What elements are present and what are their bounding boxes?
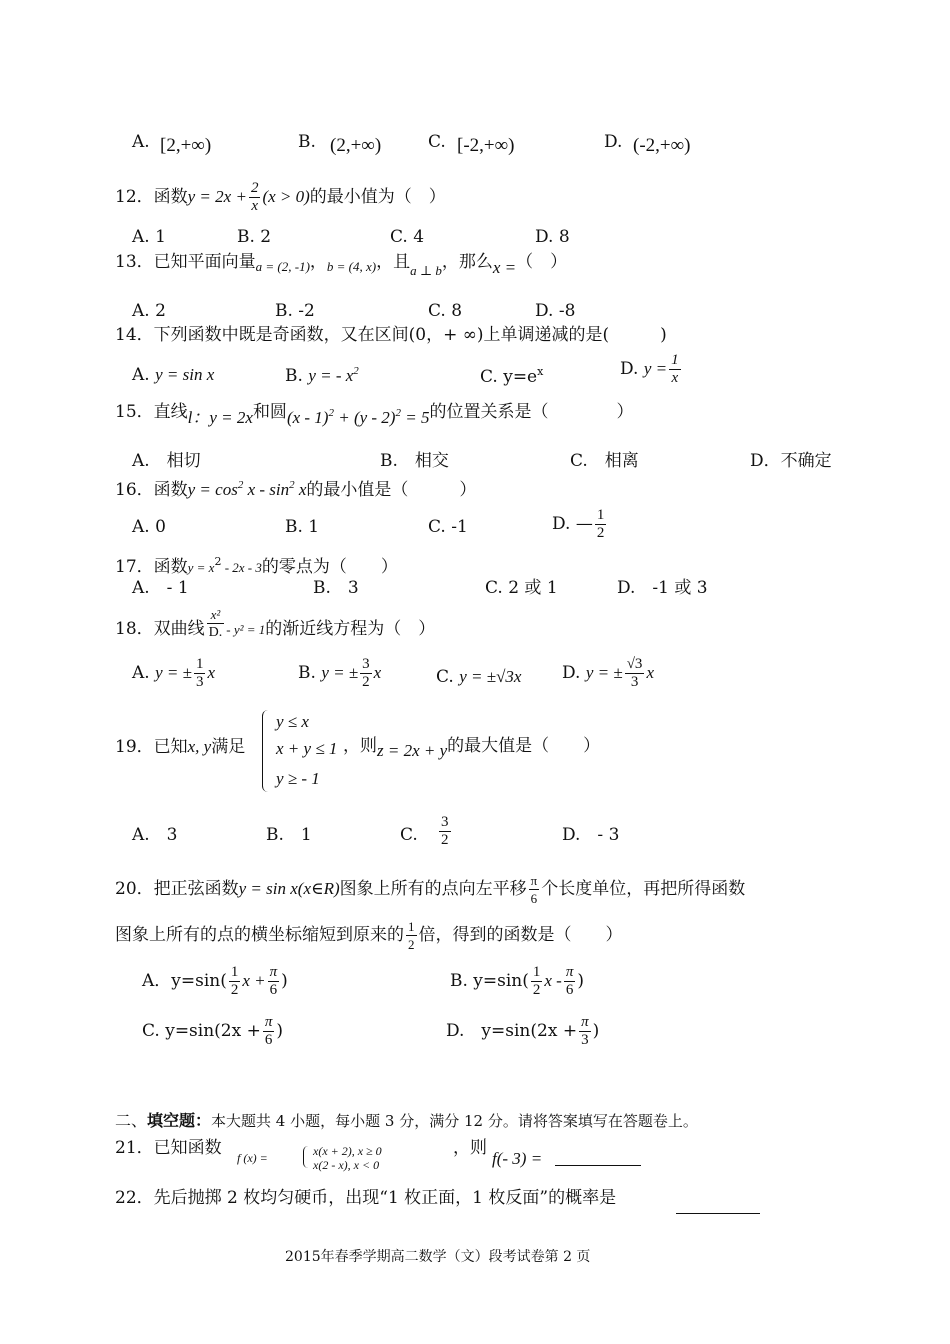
q21-stem	[115, 1140, 222, 1157]
q13-option-b: B. -2	[275, 301, 315, 321]
q12-expr: y = 2x +	[187, 187, 247, 206]
q19-prefix: 19．已知	[115, 737, 188, 757]
q18-d-pre: y = ±	[585, 663, 623, 682]
q21-case-2: x(2 - x), x < 0	[313, 1158, 380, 1172]
q16-expr2: x - sin	[243, 480, 290, 499]
q16-suffix: 的最小值是（ ）	[306, 480, 477, 500]
frac-denominator: 6	[530, 891, 538, 906]
q20-a-frac1	[229, 964, 241, 999]
q18-a-fraction	[194, 656, 206, 691]
q14-option-a	[132, 366, 214, 384]
page-footer: 2015年春季学期高二数学（文）段考试卷第 2 页	[285, 1249, 591, 1265]
frac-denominator: 3	[630, 674, 639, 690]
q15-option-b: B. 相交	[380, 451, 449, 471]
q20-option-c	[142, 1014, 283, 1049]
q19-constraint-3: y ≥ - 1	[276, 769, 320, 788]
q19-option-b: B. 1	[266, 825, 312, 845]
frac-denominator: 6	[264, 1032, 273, 1048]
q14-option-b	[285, 366, 359, 385]
q18-fraction	[207, 606, 225, 641]
frac-denominator: 3	[581, 1032, 589, 1048]
frac-numerator: 2	[250, 180, 259, 196]
section-number: 二、	[115, 1111, 148, 1130]
frac-numerator: π	[530, 873, 538, 888]
q17-sup: 2	[214, 555, 222, 568]
q15-suffix: 的位置关系是（ ）	[429, 402, 634, 422]
q13-option-a: A. 2	[132, 301, 166, 321]
q15-option-c: C. 相离	[570, 451, 639, 471]
q17-option-d: D. -1 或 3	[617, 578, 708, 598]
option-label: A.	[132, 365, 150, 385]
option-label: D.	[620, 359, 639, 379]
q19-z-expr: z = 2x + y	[377, 741, 448, 760]
frac-numerator: 1	[596, 507, 605, 523]
q14-option-c	[480, 366, 543, 386]
option-label: A.	[132, 663, 150, 683]
q20-c-post: )	[276, 1021, 284, 1041]
q12-stem	[115, 180, 446, 215]
q20-prefix: 20．把正弦函数	[115, 879, 239, 899]
q21-brace-wrap	[303, 1146, 310, 1168]
q17-option-b: B. 3	[313, 578, 359, 598]
q22-stem: 22．先后抛掷 2 枚均匀硬币，出现“1 枚正面，1 枚反面”的概率是	[115, 1188, 617, 1208]
q11-option-b-expr: (2,+∞)	[330, 135, 382, 156]
frac-numerator: 1	[671, 352, 679, 368]
q19-option-c-fraction	[437, 814, 453, 849]
q20-scale-fraction	[406, 918, 417, 953]
q20-line2-prefix: 图象上所有的点的横坐标缩短到原来的	[115, 925, 404, 945]
q19-suffix: 的最大值是（ ）	[447, 736, 601, 756]
q15-mid: 和圆	[252, 402, 287, 422]
q16-option-d	[552, 507, 608, 542]
option-label: C.	[436, 667, 454, 687]
q20-option-a	[142, 964, 288, 999]
q19-constraint-2: x + y ≤ 1	[276, 739, 338, 758]
frac-denominator: 2	[408, 937, 415, 952]
q19-vars: x, y	[187, 737, 212, 756]
q16-option-b: B. 1	[285, 517, 320, 537]
q20-stem-line2	[115, 918, 623, 953]
q22-answer-blank[interactable]	[676, 1204, 760, 1221]
q18-b-post: x	[373, 663, 382, 682]
q20-line1-suffix: 个长度单位，再把所得函数	[541, 879, 746, 899]
q15-stem	[115, 404, 633, 426]
frac-denominator: 2	[532, 982, 541, 998]
q18-b-fraction	[360, 656, 372, 691]
frac-denominator: 2	[596, 525, 605, 541]
q20-expr: y = sin x(x∈R)	[238, 879, 340, 898]
frac-denominator: D.	[208, 625, 223, 640]
frac-numerator: 1	[532, 964, 541, 980]
q20-a-post: )	[281, 971, 288, 991]
q13-x: x =	[492, 258, 517, 277]
frac-denominator: 2	[230, 982, 239, 998]
q11-option-c-expr: [-2,+∞)	[457, 135, 515, 156]
q17-option-c: C. 2 或 1	[485, 578, 558, 598]
q13-perpendicular: a ⊥ b	[410, 263, 442, 278]
frac-denominator: 2	[441, 832, 449, 848]
frac-denominator: 6	[269, 982, 278, 998]
q20-b-frac2	[564, 964, 576, 999]
q16-option-c: C. -1	[428, 517, 468, 537]
q16-d-fraction	[595, 507, 607, 542]
q21-brace	[303, 1146, 310, 1168]
frac-denominator: x	[251, 198, 259, 214]
option-label: B.	[285, 366, 303, 386]
q20-stem-line1	[115, 872, 745, 907]
q12-fraction	[249, 180, 261, 215]
q19-then: ，则	[343, 736, 377, 756]
section-description: 本大题共 4 小题，每小题 3 分，满分 12 分。请将答案填写在答题卷上。	[211, 1112, 698, 1130]
q16-option-a: A. 0	[132, 517, 166, 537]
blank-line	[676, 1212, 760, 1214]
q21-then: ，则	[453, 1138, 487, 1158]
q15-line-l: l	[187, 408, 193, 427]
q13-vector-a: a = (2, -1)	[255, 259, 310, 274]
q15-line-expr: ：y = 2x	[192, 408, 253, 427]
q19-option-c: C.	[400, 825, 418, 845]
q18-stem	[115, 606, 435, 641]
q16-expr1: y = cos	[187, 480, 238, 499]
q11-option-d: D.	[604, 132, 623, 152]
q20-b-pre: B. y=sin(	[450, 971, 529, 991]
section-2-heading	[115, 1113, 698, 1129]
q13-option-c: C. 8	[428, 301, 463, 321]
q20-a-mid: x +	[242, 971, 266, 990]
q17-expr2: - 2x - 3	[221, 560, 262, 575]
q18-a-pre: y = ±	[155, 663, 192, 682]
frac-numerator: √3	[626, 656, 643, 672]
q12-option-d: D. 8	[535, 227, 570, 247]
q12-option-a: A. 1	[132, 227, 166, 247]
q14-c-expr: C. y=e	[480, 367, 538, 387]
q15-sup1: 2	[328, 407, 334, 419]
q19-constraint-1: y ≤ x	[276, 712, 309, 731]
q13-sep: ，	[309, 252, 327, 272]
frac-numerator: 1	[408, 919, 415, 934]
q20-option-b	[450, 964, 584, 999]
frac-denominator: 3	[195, 674, 204, 690]
q13-sep2: ，且	[376, 252, 411, 272]
q18-option-c	[436, 668, 521, 686]
q11-option-c: C.	[428, 132, 446, 152]
q14-b-sup: 2	[353, 365, 359, 377]
q20-mid: 图象上所有的点向左平移	[339, 879, 527, 899]
q18-d-fraction	[625, 656, 645, 691]
q18-a-post: x	[207, 663, 215, 682]
q11-option-b: B.	[298, 132, 316, 152]
q20-d-frac	[579, 1014, 591, 1049]
frac-numerator: π	[264, 1014, 273, 1030]
q15-circle-expr	[287, 408, 430, 427]
q17-suffix: 的零点为（ ）	[261, 557, 398, 577]
q13-vector-b: b = (4, x)	[326, 259, 377, 274]
q19-mid: 满足	[211, 737, 246, 757]
q19-system-brace	[262, 710, 271, 792]
q15-sup2: 2	[395, 407, 401, 419]
q20-b-mid: x -	[544, 971, 562, 990]
q16-stem	[115, 480, 476, 499]
q20-option-d	[446, 1014, 599, 1049]
q11-option-d-expr: (-2,+∞)	[633, 135, 691, 156]
q13-prefix: 13．已知平面向量	[115, 252, 256, 272]
q18-c-expr: y = ±√3x	[459, 667, 522, 686]
q21-f-label: f (x) =	[237, 1151, 268, 1165]
q21-case-1: x(x + 2), x ≥ 0	[313, 1144, 382, 1158]
q15-option-d: D．不确定	[750, 451, 832, 471]
q18-d-post: x	[646, 663, 654, 682]
option-label: B.	[298, 663, 316, 683]
q20-a-frac2	[268, 964, 280, 999]
q15-circle-part3: = 5	[400, 408, 430, 427]
q17-expr1: y = x	[187, 560, 215, 575]
blank-line	[555, 1164, 641, 1166]
q14-stem: 14．下列函数中既是奇函数，又在区间(0，+ ∞)上单调递减的是( )	[115, 325, 667, 345]
q14-c-sup: x	[537, 365, 544, 378]
q13-then: ，那么	[441, 252, 493, 272]
q17-option-a: A. - 1	[132, 578, 189, 598]
q14-option-d	[620, 352, 683, 387]
q18-prefix: 18．双曲线	[115, 619, 205, 639]
q17-stem	[115, 556, 398, 576]
q18-option-d	[562, 656, 654, 691]
q17-prefix: 17．函数	[115, 557, 188, 577]
q18-expr: - y² = 1	[226, 622, 266, 637]
option-label: D.	[562, 663, 581, 683]
q14-a-expr: y = sin x	[155, 365, 215, 384]
frac-denominator: 2	[362, 674, 370, 690]
q20-b-frac1	[531, 964, 543, 999]
q12-option-c: C. 4	[390, 227, 425, 247]
q19-stem-right	[343, 738, 600, 759]
frac-numerator: 1	[230, 964, 239, 980]
q20-b-post: )	[577, 971, 585, 991]
q18-b-pre: y = ±	[321, 663, 359, 682]
q16-prefix: 16．函数	[115, 480, 188, 500]
q11-option-a-expr: [2,+∞)	[160, 135, 212, 156]
q19-option-d: D. - 3	[562, 825, 620, 845]
q13-paren: （ ）	[516, 252, 568, 272]
q12-prefix: 12．函数	[115, 187, 188, 207]
q20-a-pre: A．y=sin(	[142, 971, 227, 991]
q20-c-pre: C. y=sin(2x +	[142, 1021, 261, 1041]
q15-circle-part1: (x - 1)	[286, 408, 329, 427]
frac-numerator: 1	[195, 656, 204, 672]
q20-shift-fraction	[529, 872, 540, 907]
q13-stem	[115, 254, 567, 277]
q13-option-d: D. -8	[535, 301, 576, 321]
q20-d-pre: D. y=sin(2x +	[446, 1021, 578, 1041]
frac-denominator: 6	[565, 982, 574, 998]
q16-expr3: x	[294, 480, 307, 499]
q20-line2-suffix: 倍，得到的函数是（ ）	[418, 925, 623, 945]
q19-option-a: A. 3	[132, 825, 178, 845]
q14-b-expr: y = - x	[308, 366, 354, 385]
frac-numerator: 3	[441, 814, 449, 830]
frac-numerator: 3	[362, 656, 370, 672]
q12-option-b: B. 2	[237, 227, 272, 247]
q11-option-a	[132, 134, 150, 151]
q18-option-a	[132, 656, 215, 691]
q21-ask: f(- 3) =	[492, 1149, 543, 1168]
frac-denominator: x	[671, 370, 679, 386]
frac-numerator: π	[565, 964, 574, 980]
frac-numerator: x²	[207, 606, 225, 624]
q15-circle-part2: + (y - 2)	[333, 408, 396, 427]
q20-c-frac	[263, 1014, 275, 1049]
q12-condition: (x > 0)	[262, 187, 310, 206]
q21-answer-blank[interactable]	[555, 1156, 641, 1173]
q12-suffix: 的最小值为（ ）	[309, 187, 446, 207]
q18-option-b	[298, 656, 381, 691]
q20-d-post: )	[592, 1021, 600, 1041]
q19-stem-left	[115, 738, 245, 756]
frac-numerator: π	[581, 1014, 589, 1030]
frac-numerator: π	[269, 964, 278, 980]
q19-c-fraction	[439, 814, 451, 849]
q21-prefix: 21．已知函数	[115, 1138, 222, 1158]
q18-suffix: 的渐近线方程为（ ）	[265, 619, 436, 639]
q15-prefix: 15．直线	[115, 402, 188, 422]
q14-d-expr: y =	[643, 359, 668, 378]
section-title: 填空题：	[147, 1111, 212, 1130]
q14-d-fraction	[669, 352, 681, 387]
option-label: A.	[132, 132, 150, 152]
q15-option-a: A. 相切	[132, 451, 201, 471]
option-label: D. —	[552, 514, 593, 534]
q16-sup2: 2	[289, 479, 295, 491]
q16-sup1: 2	[237, 479, 244, 491]
